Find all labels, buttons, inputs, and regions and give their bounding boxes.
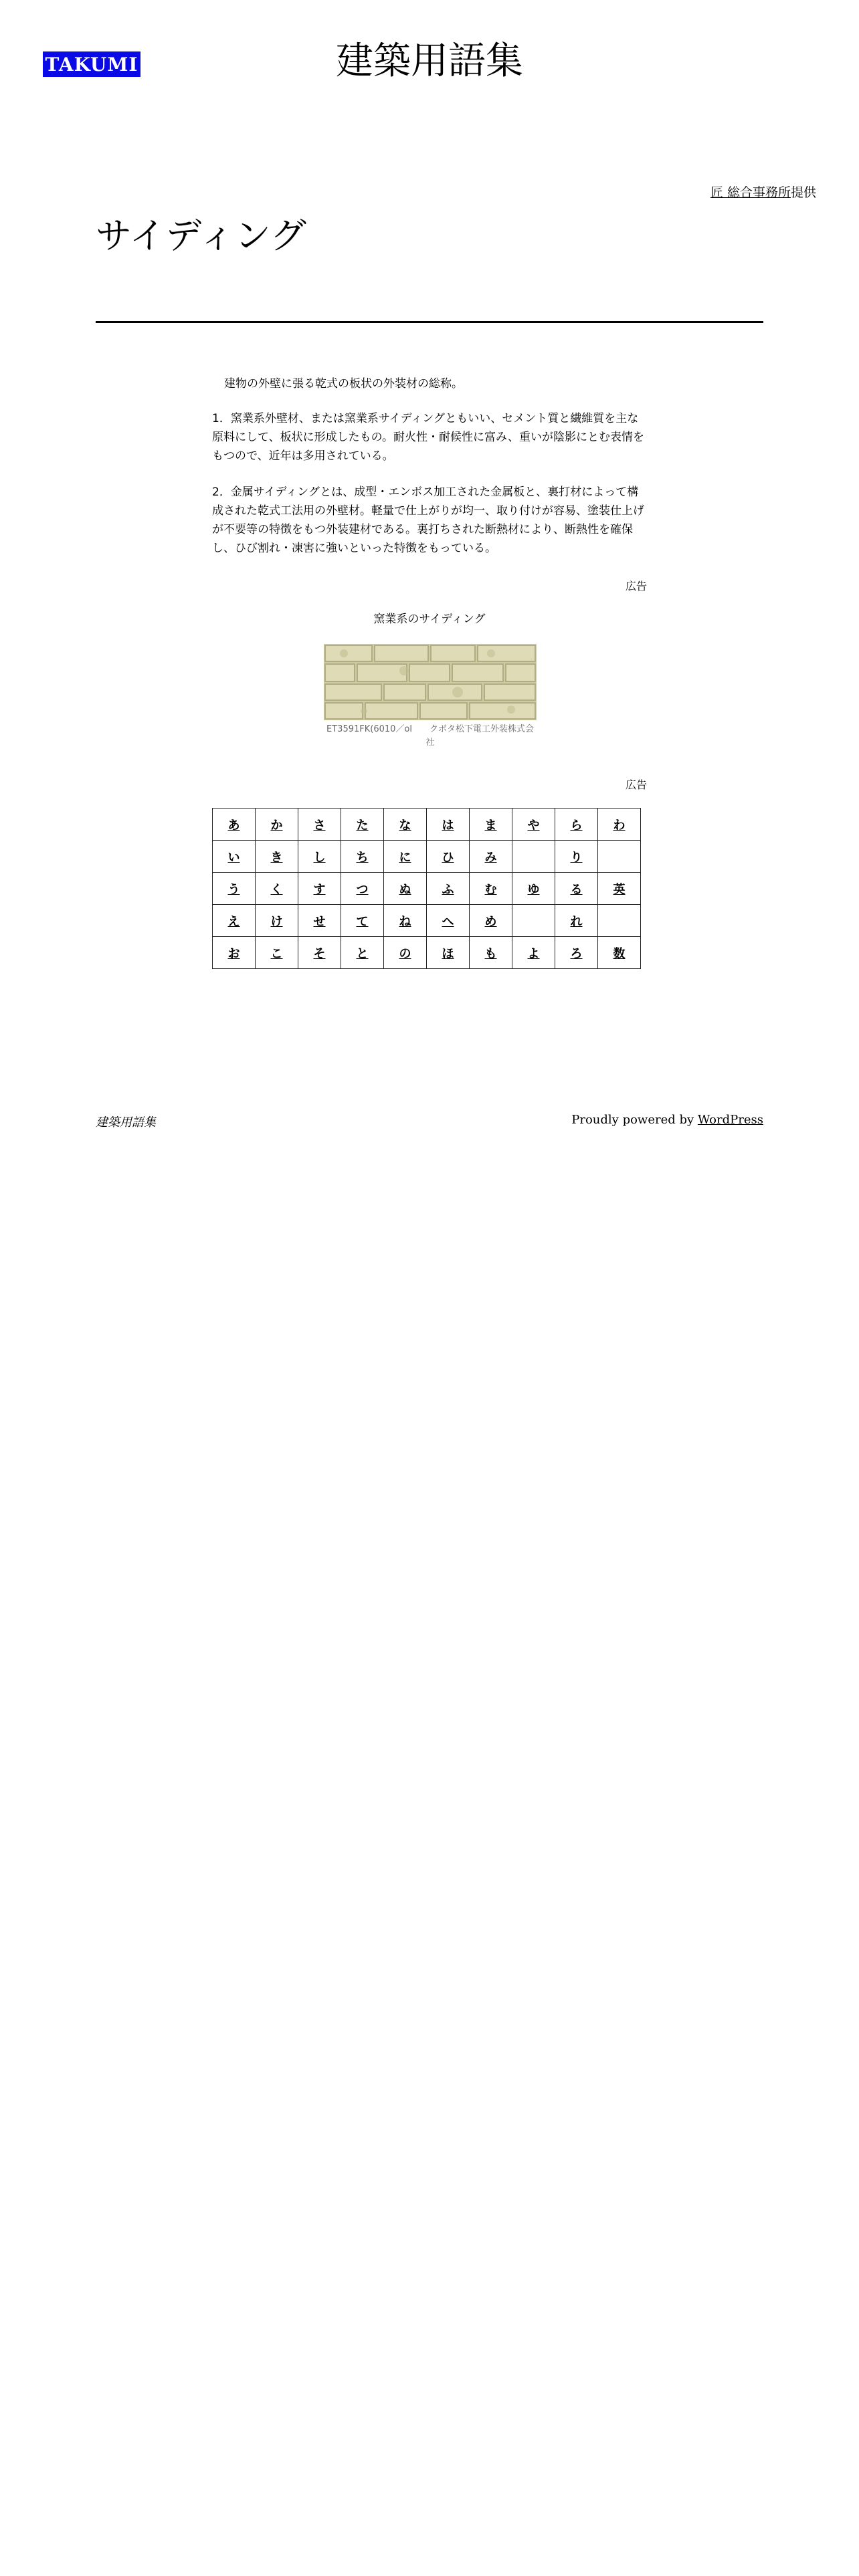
- kana-cell[interactable]: [213, 841, 256, 873]
- kana-cell[interactable]: [298, 841, 341, 873]
- kana-link[interactable]: ふ: [442, 882, 454, 897]
- kana-index-table: [212, 808, 641, 969]
- wordpress-link[interactable]: WordPress: [697, 1113, 763, 1127]
- page-title: サイディング: [96, 215, 306, 257]
- kana-link[interactable]: 数: [613, 946, 626, 961]
- kana-link[interactable]: き: [270, 850, 283, 865]
- kana-cell[interactable]: [341, 905, 384, 937]
- kana-cell[interactable]: [384, 937, 427, 969]
- kana-link[interactable]: て: [356, 914, 369, 929]
- kana-cell[interactable]: [256, 905, 298, 937]
- kana-row: [213, 873, 641, 905]
- kana-cell[interactable]: [213, 873, 256, 905]
- kana-link[interactable]: い: [227, 850, 240, 865]
- kana-link[interactable]: は: [442, 818, 454, 833]
- kana-row: [213, 809, 641, 841]
- kana-cell[interactable]: [298, 937, 341, 969]
- ad-label: 広告: [625, 778, 647, 791]
- kana-cell[interactable]: [384, 841, 427, 873]
- provider-link[interactable]: 匠 総合事務所: [710, 185, 791, 200]
- kana-link[interactable]: し: [313, 850, 326, 865]
- kana-cell[interactable]: [298, 873, 341, 905]
- kana-cell[interactable]: [555, 905, 598, 937]
- kana-link[interactable]: わ: [613, 818, 626, 833]
- kana-cell[interactable]: [213, 809, 256, 841]
- kana-cell[interactable]: [427, 873, 470, 905]
- kana-cell[interactable]: [512, 873, 555, 905]
- kana-cell[interactable]: [256, 873, 298, 905]
- footer-credit: [571, 1113, 763, 1127]
- kana-link[interactable]: ひ: [442, 850, 454, 865]
- kana-link[interactable]: り: [570, 850, 583, 865]
- footer-site-name[interactable]: 建築用語集: [96, 1115, 156, 1130]
- kana-cell[interactable]: [470, 873, 512, 905]
- kana-link[interactable]: 英: [613, 882, 626, 897]
- kana-link[interactable]: も: [484, 946, 497, 961]
- kana-cell[interactable]: [427, 905, 470, 937]
- kana-link[interactable]: つ: [356, 882, 369, 897]
- kana-cell[interactable]: [256, 809, 298, 841]
- kana-cell[interactable]: [298, 809, 341, 841]
- kana-cell[interactable]: [256, 937, 298, 969]
- kana-cell[interactable]: [598, 809, 641, 841]
- kana-cell[interactable]: [213, 905, 256, 937]
- kana-row: [213, 937, 641, 969]
- ad-label: 広告: [625, 580, 647, 593]
- article-paragraph: 1．窯業系外壁材、または窯業系サイディングともいい、セメント質と繊維質を主な原料にして、板状に形成したもの。耐火性・耐候性に富み、重いが陰影にとむ表情をもつので、近年は多用されている。: [212, 412, 644, 463]
- kana-cell[interactable]: [470, 809, 512, 841]
- kana-link[interactable]: る: [570, 882, 583, 897]
- kana-cell[interactable]: [256, 841, 298, 873]
- kana-link[interactable]: れ: [570, 914, 583, 929]
- provider-suffix: 提供: [790, 185, 816, 200]
- kana-link[interactable]: そ: [313, 946, 326, 961]
- figure-title: 窯業系のサイディング: [373, 613, 486, 626]
- kana-cell[interactable]: [555, 873, 598, 905]
- kana-link[interactable]: あ: [227, 818, 240, 833]
- kana-cell[interactable]: [341, 809, 384, 841]
- kana-row: [213, 905, 641, 937]
- kana-cell-empty: [598, 905, 641, 937]
- kana-cell[interactable]: [341, 841, 384, 873]
- kana-link[interactable]: す: [313, 882, 326, 897]
- kana-cell[interactable]: [384, 905, 427, 937]
- kana-cell[interactable]: [555, 809, 598, 841]
- kana-cell[interactable]: [470, 937, 512, 969]
- kana-cell[interactable]: [555, 841, 598, 873]
- kana-row: [213, 841, 641, 873]
- kana-cell-empty: [512, 905, 555, 937]
- kana-link[interactable]: ら: [570, 818, 583, 833]
- kana-cell[interactable]: [341, 937, 384, 969]
- kana-link[interactable]: に: [399, 850, 411, 865]
- kana-cell[interactable]: [512, 809, 555, 841]
- kana-cell[interactable]: [298, 905, 341, 937]
- kana-link[interactable]: ぬ: [399, 882, 411, 897]
- kana-link[interactable]: ま: [484, 818, 497, 833]
- siding-sample-image: [324, 644, 537, 720]
- provider-credit: [710, 183, 816, 201]
- kana-link[interactable]: う: [227, 882, 240, 897]
- kana-cell[interactable]: [598, 937, 641, 969]
- kana-link[interactable]: お: [227, 946, 240, 961]
- kana-link[interactable]: よ: [527, 946, 540, 961]
- kana-cell-empty: [512, 841, 555, 873]
- figure-caption: ET3591FK(6010／ol クボタ松下電工外装株式会社: [326, 724, 534, 748]
- kana-cell[interactable]: [470, 841, 512, 873]
- kana-cell[interactable]: [598, 873, 641, 905]
- kana-link[interactable]: や: [527, 818, 540, 833]
- kana-link[interactable]: え: [227, 914, 240, 929]
- kana-link[interactable]: ね: [399, 914, 411, 929]
- kana-link[interactable]: こ: [270, 946, 283, 961]
- kana-link[interactable]: の: [399, 946, 411, 961]
- kana-link[interactable]: さ: [313, 818, 326, 833]
- kana-cell[interactable]: [512, 937, 555, 969]
- kana-link[interactable]: な: [399, 818, 411, 833]
- kana-cell[interactable]: [427, 841, 470, 873]
- kana-cell[interactable]: [470, 905, 512, 937]
- article-paragraph: 2．金属サイディングとは、成型・エンボス加工された金属板と、裏打材によって構成された乾式工法用の外壁材。軽量で仕上がりが均一、取り付けが容易、塗装仕上げが不要等の特徴をもつ外装建材である。裏打ちされた断熱材により、断熱性を確保し、ひび割れ・凍害に強いといった特徴をもっている。: [212, 486, 644, 555]
- kana-cell[interactable]: [555, 937, 598, 969]
- kana-link[interactable]: せ: [313, 914, 326, 929]
- article-paragraph: 建物の外壁に張る乾式の板状の外装材の総称。: [224, 377, 463, 391]
- kana-cell[interactable]: [427, 937, 470, 969]
- kana-cell[interactable]: [384, 873, 427, 905]
- kana-cell[interactable]: [213, 937, 256, 969]
- kana-link[interactable]: ほ: [442, 946, 454, 961]
- kana-link[interactable]: へ: [442, 914, 454, 929]
- kana-link[interactable]: む: [484, 882, 497, 897]
- kana-link[interactable]: み: [484, 850, 497, 865]
- kana-link[interactable]: ろ: [570, 946, 583, 961]
- kana-cell[interactable]: [427, 809, 470, 841]
- kana-link[interactable]: け: [270, 914, 283, 929]
- kana-link[interactable]: か: [270, 818, 283, 833]
- kana-cell[interactable]: [341, 873, 384, 905]
- kana-link[interactable]: く: [270, 882, 283, 897]
- title-divider: [96, 321, 763, 323]
- kana-cell[interactable]: [384, 809, 427, 841]
- kana-link[interactable]: と: [356, 946, 369, 961]
- site-logo[interactable]: TAKUMI: [43, 51, 140, 77]
- kana-cell-empty: [598, 841, 641, 873]
- kana-link[interactable]: め: [484, 914, 497, 929]
- brick-pattern-image: [324, 644, 537, 720]
- kana-link[interactable]: ち: [356, 850, 369, 865]
- site-title[interactable]: 建築用語集: [336, 39, 523, 83]
- powered-by-text: Proudly powered by: [571, 1113, 698, 1127]
- kana-link[interactable]: ゆ: [527, 882, 540, 897]
- kana-link[interactable]: た: [356, 818, 369, 833]
